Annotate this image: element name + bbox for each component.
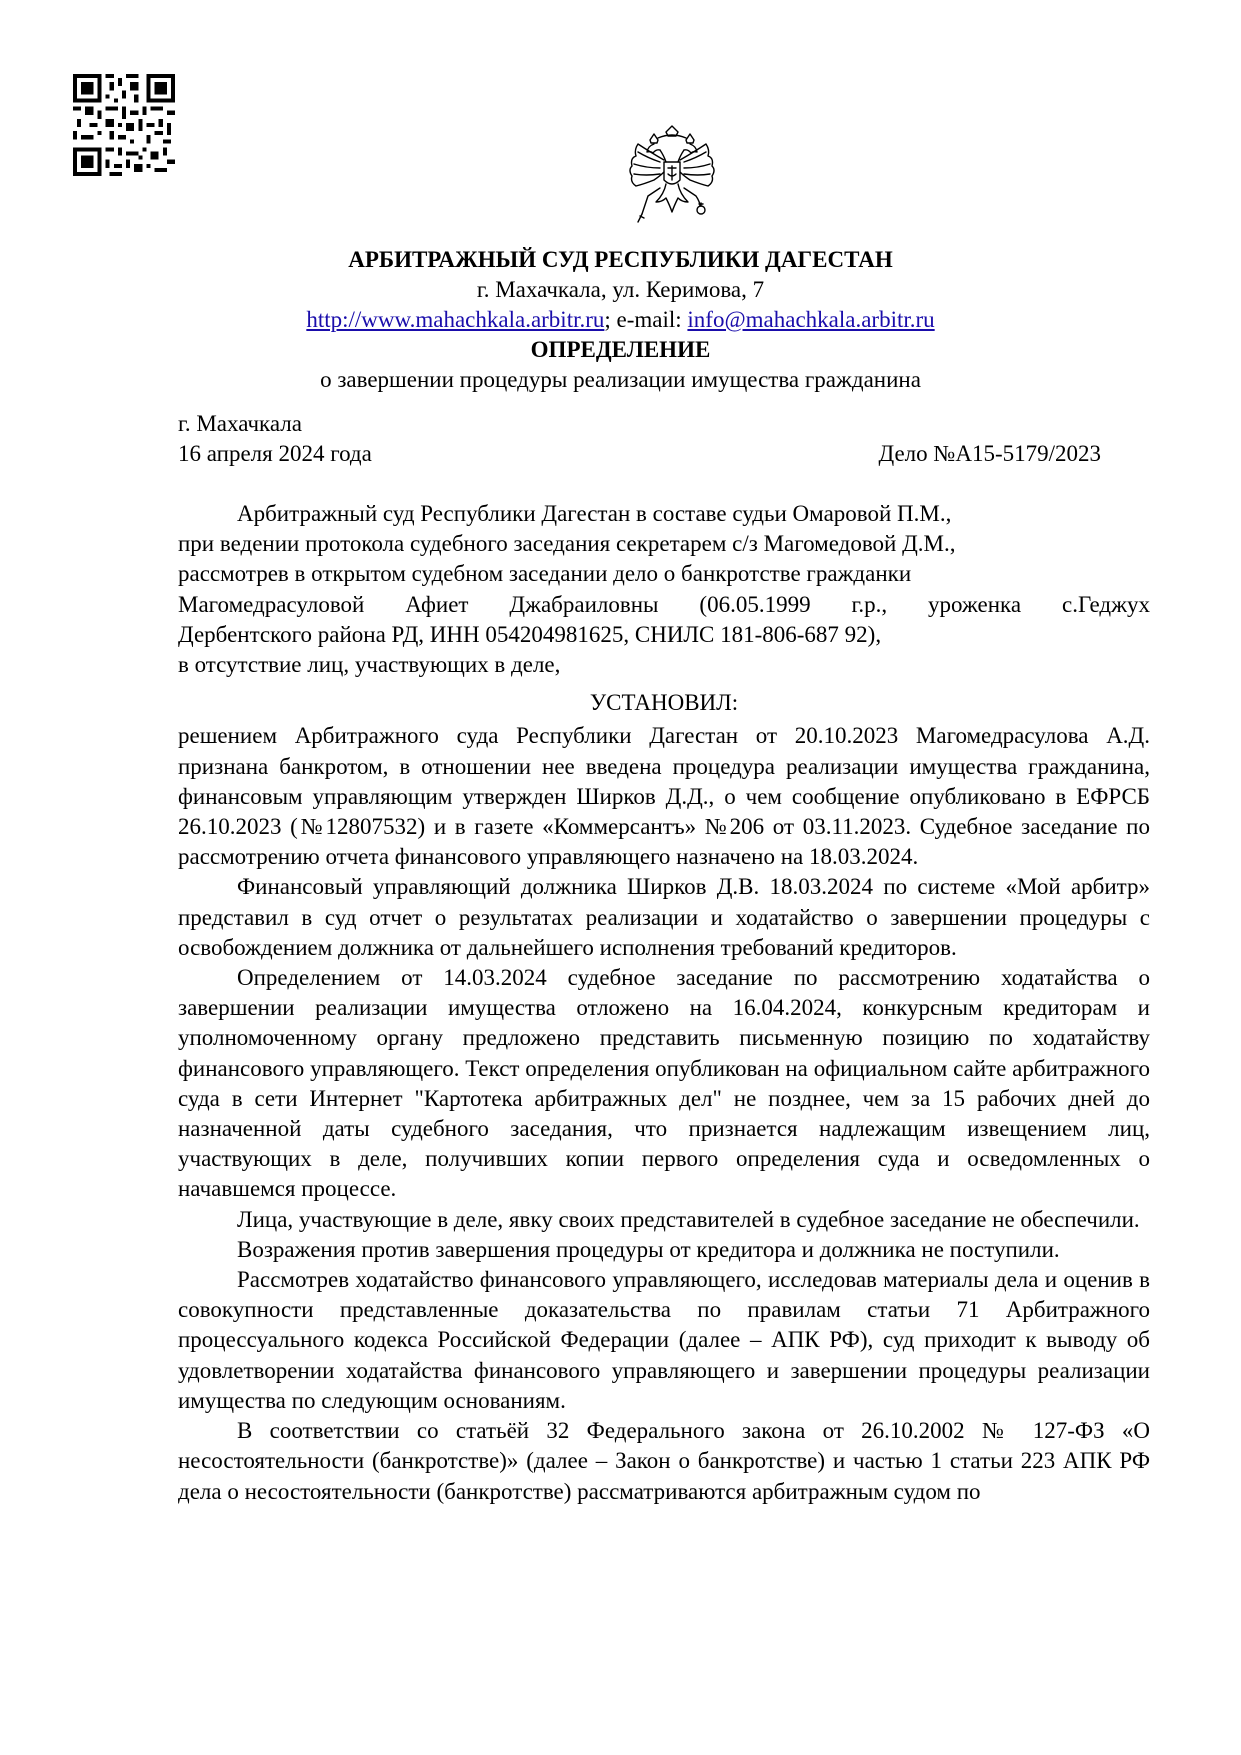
email-label: ; e-mail: bbox=[604, 307, 688, 332]
paragraph-decision: решением Арбитражного суда Республики Дагестан от 20.10.2023 Магомедрасулова А.Д. признана банкротом, в отношении нее введена процедура реализации имущества гражданина, финансовым управляющим утвержден Ширков Д.Д., о чем сообщение опубликовано в ЕФРСБ 26.10.2023 (№12807532) и в газете «Коммерсантъ» №206 от 03.11.2023. Судебное заседание по рассмотрению отчета финансового управляющего назначено на 18.03.2024. bbox=[178, 723, 1150, 870]
document-city: г. Махачкала bbox=[178, 411, 302, 436]
paragraph-conclusion: Рассмотрев ходатайство финансового управляющего, исследовав материалы дела и оценив в совокупности представленные доказательства по правилам статьи 71 Арбитражного процессуального кодекса Российской Федерации (далее – АПК РФ), суд приходит к выводу об удовлетворении ходатайства финансового управляющего и завершении процедуры реализации имущества по следующим основаниям. bbox=[178, 1267, 1150, 1413]
paragraph-report: Финансовый управляющий должника Ширков Д.В. 18.03.2024 по системе «Мой арбитр» представил в суд отчет о результатах реализации и ходатайство о завершении процедуры с освобождением должника от дальнейшего исполнения требований кредиторов. bbox=[178, 874, 1150, 960]
court-email-link[interactable]: info@mahachkala.arbitr.ru bbox=[687, 307, 935, 332]
court-name: АРБИТРАЖНЫЙ СУД РЕСПУБЛИКИ ДАГЕСТАН bbox=[348, 247, 893, 272]
coat-of-arms-emblem bbox=[620, 122, 724, 228]
document-type-title: ОПРЕДЕЛЕНИЕ bbox=[530, 337, 711, 362]
paragraph-absence: Лица, участвующие в деле, явку своих представителей в судебное заседание не обеспечили. bbox=[237, 1206, 1140, 1232]
intro-line-secretary: при ведении протокола судебного заседания секретарем с/з Магомедовой Д.М., bbox=[178, 531, 956, 557]
established-heading: УСТАНОВИЛ: bbox=[589, 690, 739, 716]
paragraph-law-reference: В соответствии со статьёй 32 Федерального закона от 26.10.2002 № 127-ФЗ «О несостоятельности (банкротстве)» (далее – Закон о банкротстве) и частью 1 статьи 223 АПК РФ дела о несостоятельности (банкротстве) рассматриваются арбитражным судом по bbox=[178, 1418, 1150, 1504]
intro-line-judge: Арбитражный суд Республики Дагестан в составе судьи Омаровой П.М., bbox=[237, 501, 952, 526]
date-case-row bbox=[178, 440, 1101, 468]
intro-line-debtor-details: Дербентского района РД, ИНН 054204981625, СНИЛС 181-806-687 92), bbox=[178, 621, 882, 647]
case-number: Дело №А15-5179/2023 bbox=[878, 441, 1101, 466]
court-website-link[interactable]: http://www.mahachkala.arbitr.ru bbox=[306, 307, 605, 332]
document-body bbox=[178, 499, 1150, 1507]
qr-code bbox=[73, 74, 175, 176]
intro-line-absent: в отсутствие лиц, участвующих в деле, bbox=[178, 652, 561, 678]
document-date: 16 апреля 2024 года bbox=[178, 441, 372, 466]
court-address: г. Махачкала, ул. Керимова, 7 bbox=[476, 277, 765, 302]
court-contacts bbox=[0, 306, 1241, 334]
intro-line-case: рассмотрев в открытом судебном заседании дело о банкротстве гражданки bbox=[178, 561, 912, 587]
paragraph-postponement: Определением от 14.03.2024 судебное заседание по рассмотрению ходатайства о завершении реализации имущества отложено на 16.04.2024, конкурсным кредиторам и уполномоченному органу предложено представить письменную позицию по ходатайству финансового управляющего. Текст определения опубликован на официальном сайте арбитражного суда в сети Интернет "Картотека арбитражных дел" не позднее, чем за 15 рабочих дней до назначенной даты судебного заседания, что признается надлежащим извещением лиц, участвующих в деле, получивших копии первого определения суда и осведомленных о начавшемся процессе. bbox=[178, 965, 1150, 1202]
document-subject: о завершении процедуры реализации имущества гражданина bbox=[320, 367, 921, 392]
paragraph-no-objections: Возражения против завершения процедуры от кредитора и должника не поступили. bbox=[237, 1236, 1060, 1262]
intro-line-debtor: Магомедрасуловой Афиет Джабраиловны (06.05.1999 г.р., уроженка с.Геджух bbox=[178, 591, 1150, 617]
